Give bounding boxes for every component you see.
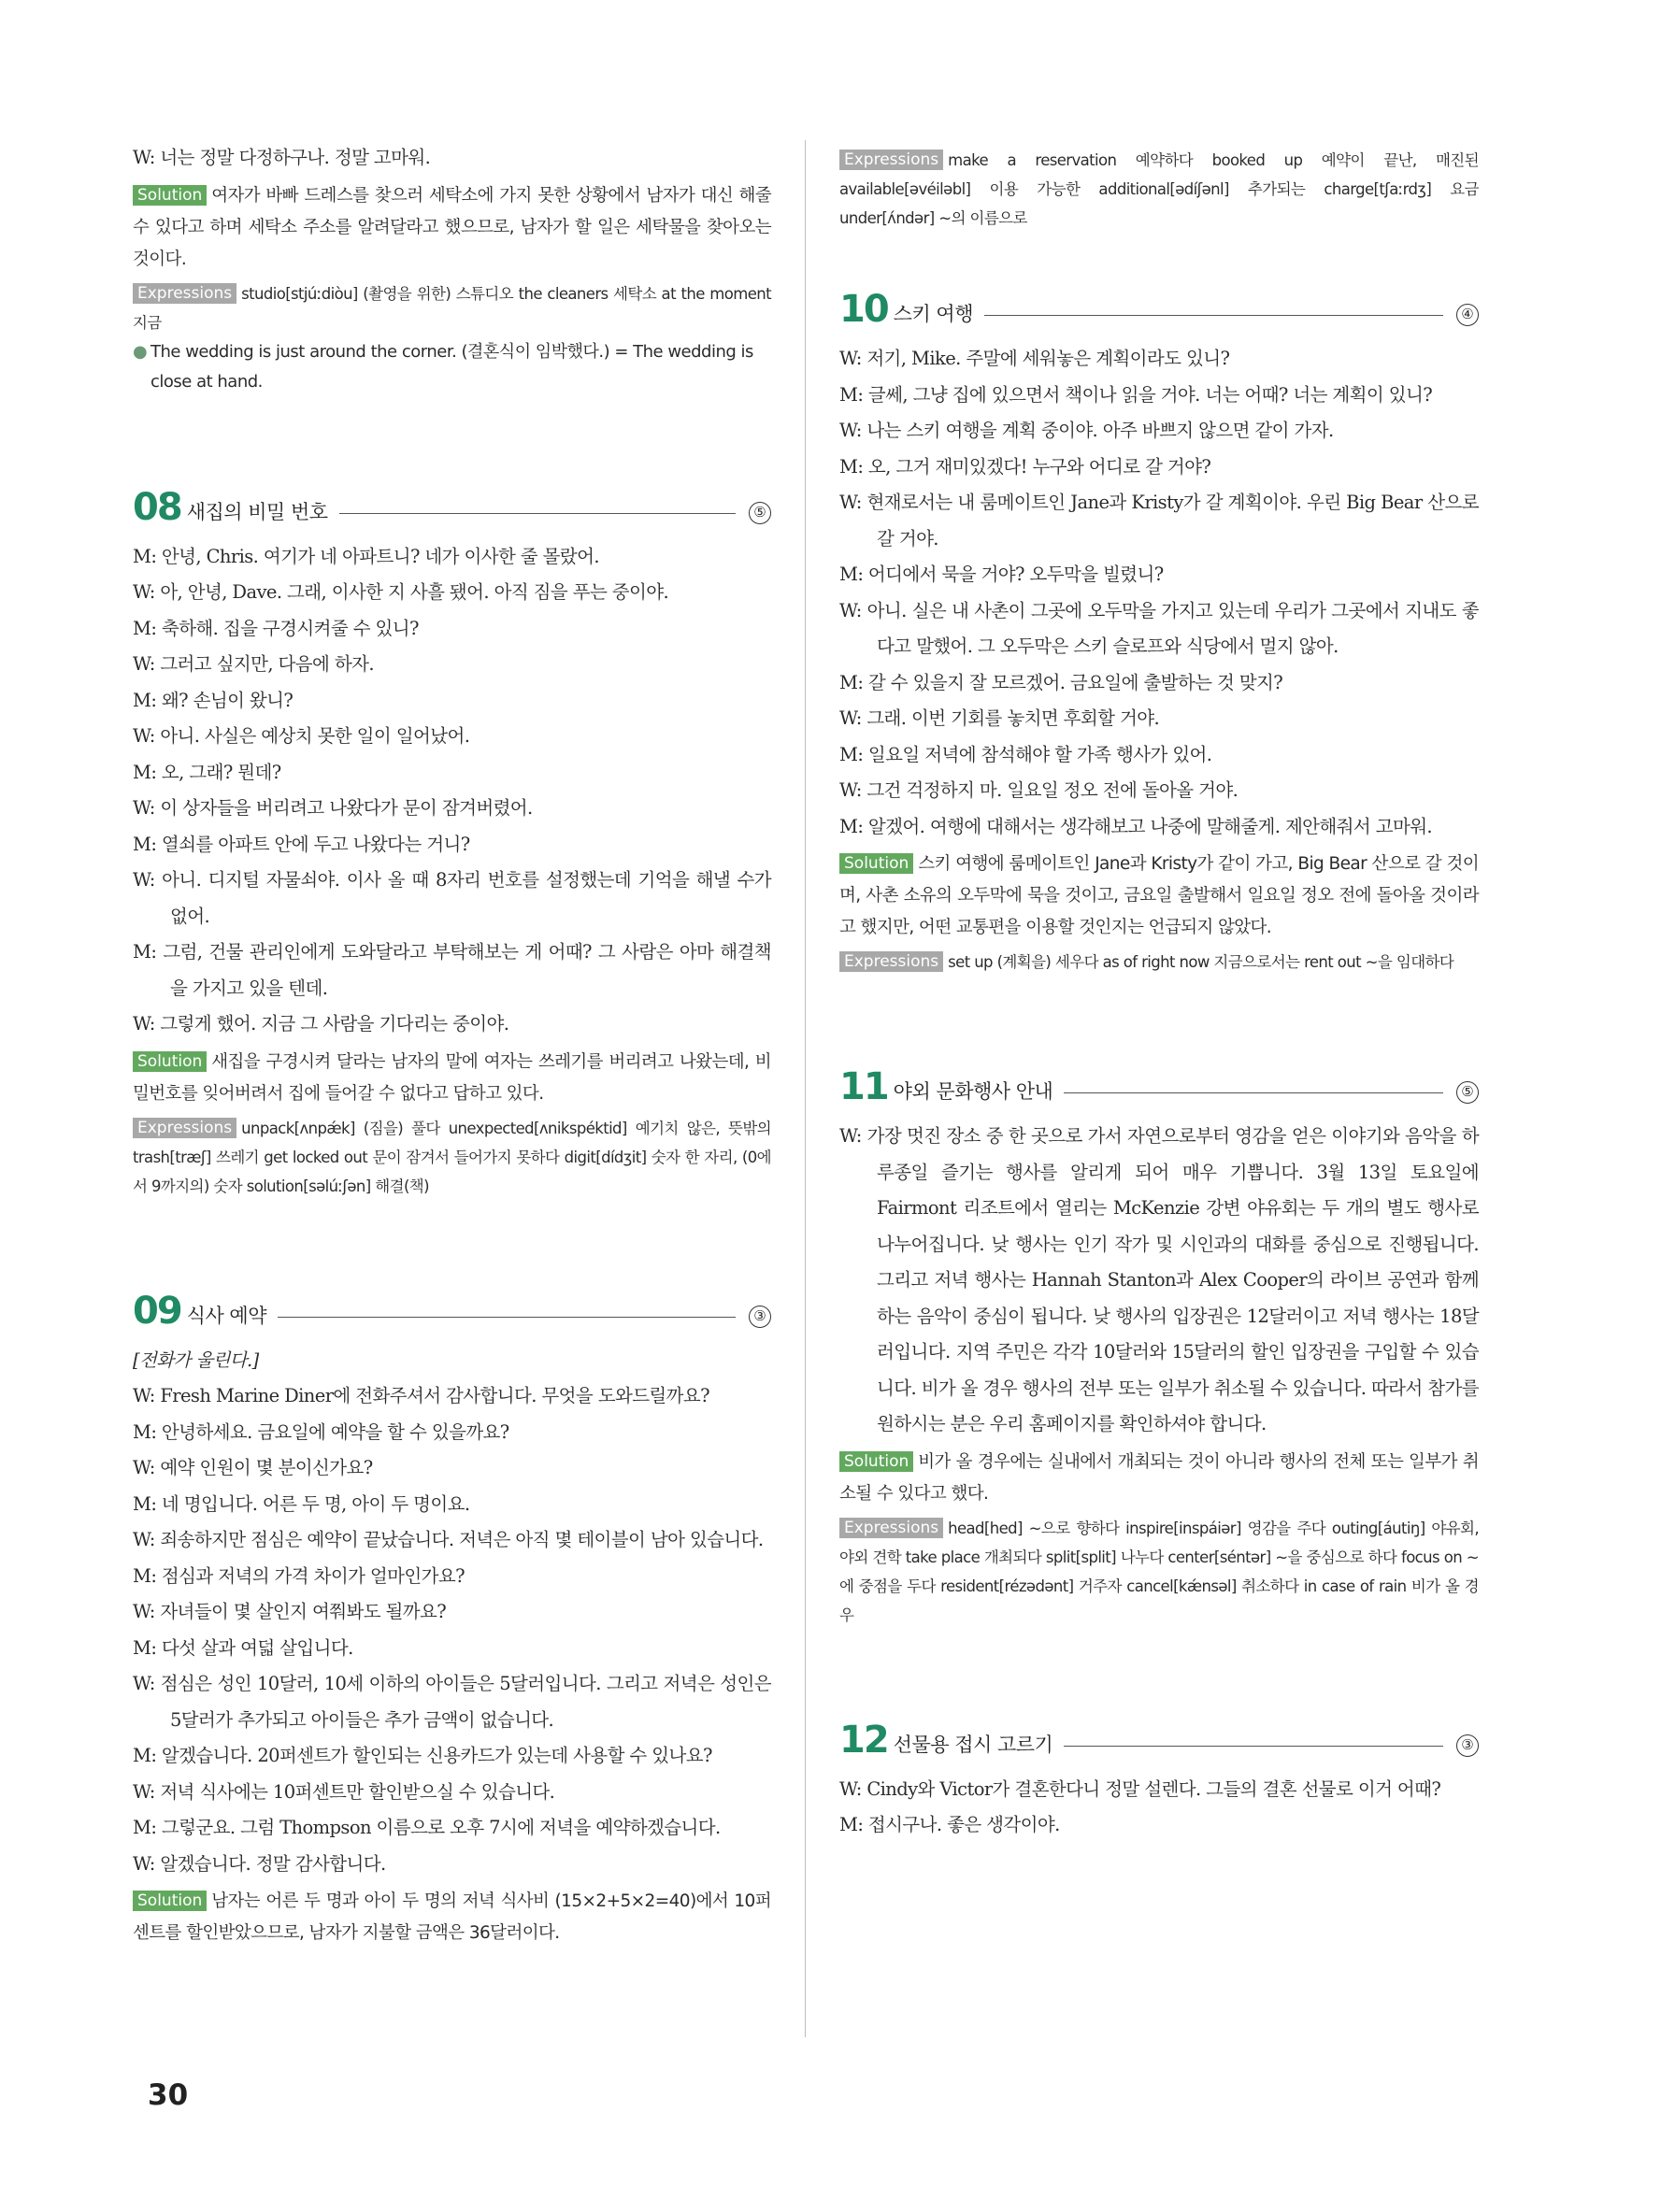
dialogue-line: W: 점심은 성인 10달러, 10세 이하의 아이들은 5달러입니다. 그리고 저녁은 성인은 5달러가 추가되고 아이들은 추가 금액이 없습니다. [133,1673,771,1731]
section-number: 12 [839,1718,888,1762]
dialogue-line: M: 다섯 살과 여덟 살입니다. [133,1636,353,1659]
section-number: 08 [133,485,181,529]
dialogue-line: W: 나는 스키 여행을 계획 중이야. 아주 바쁘지 않으면 같이 가자. [839,420,1334,441]
section-10-dialogue [839,341,1479,845]
dialogue-line: W: 그건 걱정하지 마. 일요일 정오 전에 돌아올 거야. [839,779,1239,801]
section-title: 식사 예약 [186,1304,266,1327]
dialogue-line: M: 축하해. 집을 구경시켜줄 수 있니? [133,617,419,639]
section-12-header [839,1712,1479,1762]
solution-note [133,1047,771,1110]
page-number: 30 [148,2078,189,2112]
bullet-note [133,337,771,397]
expressions-text: head[hed] ~으로 향하다 inspire[inspáiər] 영감을 주다 outing[áutiŋ] 야유회, 야외 견학 take place 개최되다 split[split] 나누다 center[séntər] ~을 중심으로 하다 focus on ~에 중점을 두다 resident[rézədənt] 거주자 cancel[kǽnsəl] 취소하다 in case of rain 비가 올 경우 [839,1519,1479,1624]
header-rule [1064,1746,1443,1747]
expressions-tag: Expressions [133,283,236,304]
dialogue-line: M: 어디에서 묵을 거야? 오두막을 빌렸니? [839,564,1164,585]
solution-tag: Solution [839,853,913,874]
header-rule [984,315,1443,316]
dialogue-line: M: 갈 수 있을지 잘 모르겠어. 금요일에 출발하는 것 맞지? [839,671,1283,693]
dialogue-line: M: 글쎄, 그냥 집에 있으면서 책이나 읽을 거야. 너는 어때? 너는 계획이 있니? [839,383,1433,406]
dialogue-line: M: 오, 그거 재미있겠다! 누구와 어디로 갈 거야? [839,455,1211,478]
dialogue-line: M: 점심과 저녁의 가격 차이가 얼마인가요? [133,1564,465,1587]
left-column [133,140,771,1949]
section-number: 09 [133,1289,181,1333]
solution-tag: Solution [133,1891,207,1911]
dialogue-line: M: 오, 그래? 뭔데? [133,761,281,783]
dialogue-line: M: 네 명입니다. 어른 두 명, 아이 두 명이요. [133,1492,470,1515]
solution-text: 비가 올 경우에는 실내에서 개최되는 것이 아니라 행사의 전체 또는 일부가 취소될 수 있다고 했다. [839,1451,1479,1504]
solution-tag: Solution [133,185,207,206]
dialogue-line: M: 그럼, 건물 관리인에게 도와달라고 부탁해보는 게 어때? 그 사람은 아마 해결책을 가지고 있을 텐데. [133,941,771,999]
monologue-paragraph: W: 가장 멋진 장소 중 한 곳으로 가서 자연으로부터 영감을 얻은 이야기와 음악을 하루종일 즐기는 행사를 알리게 되어 매우 기쁩니다. 3월 13일 토요일에 Fairmont 리조트에서 열리는 McKenzie 강변 야유회는 두 개의 별도 행사로 나누어집니다. 낮 행사는 인기 작가 및 시인과의 대화를 중심으로 진행됩니다. 그리고 저녁 행사는 Hannah Stanton과 Alex Cooper의 라이브 공연과 함께하는 음악이 중심이 됩니다. 낮 행사의 입장권은 12달러이고 저녁 행사는 18달러입니다. 지역 주민은 각각 10달러와 15달러의 할인 입장권을 구입할 수 있습니다. 비가 올 경우 행사의 전부 또는 일부가 취소될 수 있습니다. 따라서 참가를 원하시는 분은 우리 홈페이지를 확인하셔야 합니다. [839,1125,1479,1434]
expressions-note [839,948,1479,977]
solution-tag: Solution [839,1451,913,1472]
expressions-note [839,1514,1479,1630]
expressions-note [133,279,771,337]
section-08-dialogue [133,539,771,1043]
dialogue-line: W: 저녁 식사에는 10퍼센트만 할인받으실 수 있습니다. [133,1780,555,1803]
expressions-text: unpack[ʌnpǽk] (짐을) 풀다 unexpected[ʌnikspéktid] 예기치 않은, 뜻밖의 trash[træʃ] 쓰레기 get locked out 문이 잠겨서 들어가지 못하다 digit[dídʒit] 숫자 한 자리, (0에서 9까지의) 숫자 solution[səlúːʃən] 해결(책) [133,1119,771,1195]
section-09-header [133,1283,771,1333]
stage-direction: [전화가 울린다.] [133,1349,259,1371]
expressions-tag: Expressions [133,1118,236,1138]
solution-note [133,180,771,276]
expressions-tag: Expressions [839,150,943,170]
expressions-text: make a reservation 예약하다 booked up 예약이 끝난, 매진된 available[əvéiləbl] 이용 가능한 additional[ədíʃənl] 추가되는 charge[tʃaːrdʒ] 요금 under[ʌ́ndər] ~의 이름으로 [839,151,1479,227]
column-divider [805,140,806,2037]
expressions-text: set up (계획을) 세우다 as of right now 지금으로서는 rent out ~을 임대하다 [948,953,1454,971]
dialogue-line: W: 아니. 실은 내 사촌이 그곳에 오두막을 가지고 있는데 우리가 그곳에서 지내도 좋다고 말했어. 그 오두막은 스키 슬로프와 식당에서 멀지 않아. [839,599,1479,657]
dialogue-line: M: 알겠어. 여행에 대해서는 생각해보고 나중에 말해줄게. 제안해줘서 고마워. [839,815,1433,837]
solution-note [839,849,1479,944]
answer-circle: ⑤ [749,502,771,524]
dialogue-line: W: Fresh Marine Diner에 전화주셔서 감사합니다. 무엇을 도와드릴까요? [133,1385,709,1406]
expressions-note [133,1114,771,1201]
dialogue-line: W: 아니. 디지털 자물쇠야. 이사 올 때 8자리 번호를 설정했는데 기억을 해낼 수가 없어. [133,869,771,927]
dialogue-line: W: 현재로서는 내 룸메이트인 Jane과 Kristy가 갈 계획이야. 우린 Big Bear 산으로 갈 거야. [839,492,1479,549]
dialogue-line: M: 일요일 저녁에 참석해야 할 가족 행사가 있어. [839,743,1212,765]
expressions-tag: Expressions [839,951,943,972]
section-title: 선물용 접시 고르기 [893,1733,1053,1756]
dialogue-line: W: 그러고 싶지만, 다음에 하자. [133,653,374,675]
dialogue-line: W: 너는 정말 다정하구나. 정말 고마워. [133,147,431,168]
header-rule [1064,1092,1443,1093]
dialogue-line: M: 알겠습니다. 20퍼센트가 할인되는 신용카드가 있는데 사용할 수 있나요? [133,1745,712,1766]
bullet-icon: ● [133,341,148,362]
dialogue-line: M: 그렇군요. 그럼 Thompson 이름으로 오후 7시에 저녁을 예약하겠습니다. [133,1817,721,1838]
solution-tag: Solution [133,1051,207,1072]
expressions-note [839,146,1479,233]
section-10-header [839,281,1479,331]
dialogue-line: W: 아, 안녕, Dave. 그래, 이사한 지 사흘 됐어. 아직 짐을 푸는 중이야. [133,581,669,603]
solution-text: 여자가 바빠 드레스를 찾으러 세탁소에 가지 못한 상황에서 남자가 대신 해줄 수 있다고 하며 세탁소 주소를 알려달라고 했으므로, 남자가 할 일은 세탁물을 찾아오는 것이다. [133,185,771,269]
section-08-header [133,479,771,529]
section-number: 11 [839,1065,888,1108]
dialogue-line: W: 예약 인원이 몇 분이신가요? [133,1457,373,1478]
dialogue-line: M: 접시구나. 좋은 생각이야. [839,1814,1060,1835]
solution-text: 새집을 구경시켜 달라는 남자의 말에 여자는 쓰레기를 버리려고 나왔는데, 비밀번호를 잊어버려서 집에 들어갈 수 없다고 답하고 있다. [133,1051,771,1104]
dialogue-line: M: 안녕, Chris. 여기가 네 아파트니? 네가 이사한 줄 몰랐어. [133,545,599,567]
bullet-text: The wedding is just around the corner. (결혼식이 임박했다.) = The wedding is close at hand. [150,341,753,392]
dialogue-line: W: 이 상자들을 버리려고 나왔다가 문이 잠겨버렸어. [133,797,533,819]
dialogue-line: W: 저기, Mike. 주말에 세워놓은 계획이라도 있니? [839,348,1230,369]
dialogue-line: W: Cindy와 Victor가 결혼한다니 정말 설렌다. 그들의 결혼 선물로 이거 어때? [839,1777,1441,1800]
answer-circle: ④ [1456,304,1479,326]
section-title: 야외 문화행사 안내 [893,1080,1053,1103]
dialogue-line: W: 아니. 사실은 예상치 못한 일이 일어났어. [133,725,470,747]
expressions-tag: Expressions [839,1518,943,1538]
dialogue-line: W: 알겠습니다. 정말 감사합니다. [133,1852,386,1875]
section-title: 스키 여행 [893,303,973,325]
solution-note [839,1447,1479,1510]
solution-text: 스키 여행에 룸메이트인 Jane과 Kristy가 같이 가고, Big Bear 산으로 갈 것이며, 사촌 소유의 오두막에 묵을 것이고, 금요일 출발해서 일요일 정오 전에 돌아올 것이라고 했지만, 어떤 교통편을 이용할 것인지는 언급되지 않았다. [839,854,1479,937]
answer-circle: ③ [1456,1734,1479,1757]
dialogue-line: M: 안녕하세요. 금요일에 예약을 할 수 있을까요? [133,1420,509,1443]
dialogue-line: W: 그렇게 했어. 지금 그 사람을 기다리는 중이야. [133,1013,509,1035]
dialogue-line: M: 열쇠를 아파트 안에 두고 나왔다는 거니? [133,833,470,855]
answer-circle: ③ [749,1306,771,1328]
solution-text: 남자는 어른 두 명과 아이 두 명의 저녁 식사비 (15×2+5×2=40)에서 10퍼센트를 할인받았으므로, 남자가 지불할 금액은 36달러이다. [133,1891,771,1943]
right-column [839,140,1479,1844]
header-rule [278,1317,736,1318]
dialogue-line: W: 그래. 이번 기회를 놓치면 후회할 거야. [839,707,1160,729]
header-rule [339,513,736,514]
section-title: 새집의 비밀 번호 [186,500,328,523]
expressions-text: studio[stjúːdiòu] (촬영을 위한) 스튜디오 the cleaners 세탁소 at the moment 지금 [133,284,771,332]
dialogue-line: M: 왜? 손님이 왔니? [133,689,294,711]
dialogue-line: W: 자녀들이 몇 살인지 여쭤봐도 될까요? [133,1601,447,1622]
solution-note [133,1886,771,1949]
dialogue-line: W: 죄송하지만 점심은 예약이 끝났습니다. 저녁은 아직 몇 테이블이 남아 있습니다. [133,1529,764,1550]
section-11-header [839,1059,1479,1106]
section-09-dialogue [133,1378,771,1882]
answer-circle: ⑤ [1456,1081,1479,1104]
section-number: 10 [839,288,888,331]
